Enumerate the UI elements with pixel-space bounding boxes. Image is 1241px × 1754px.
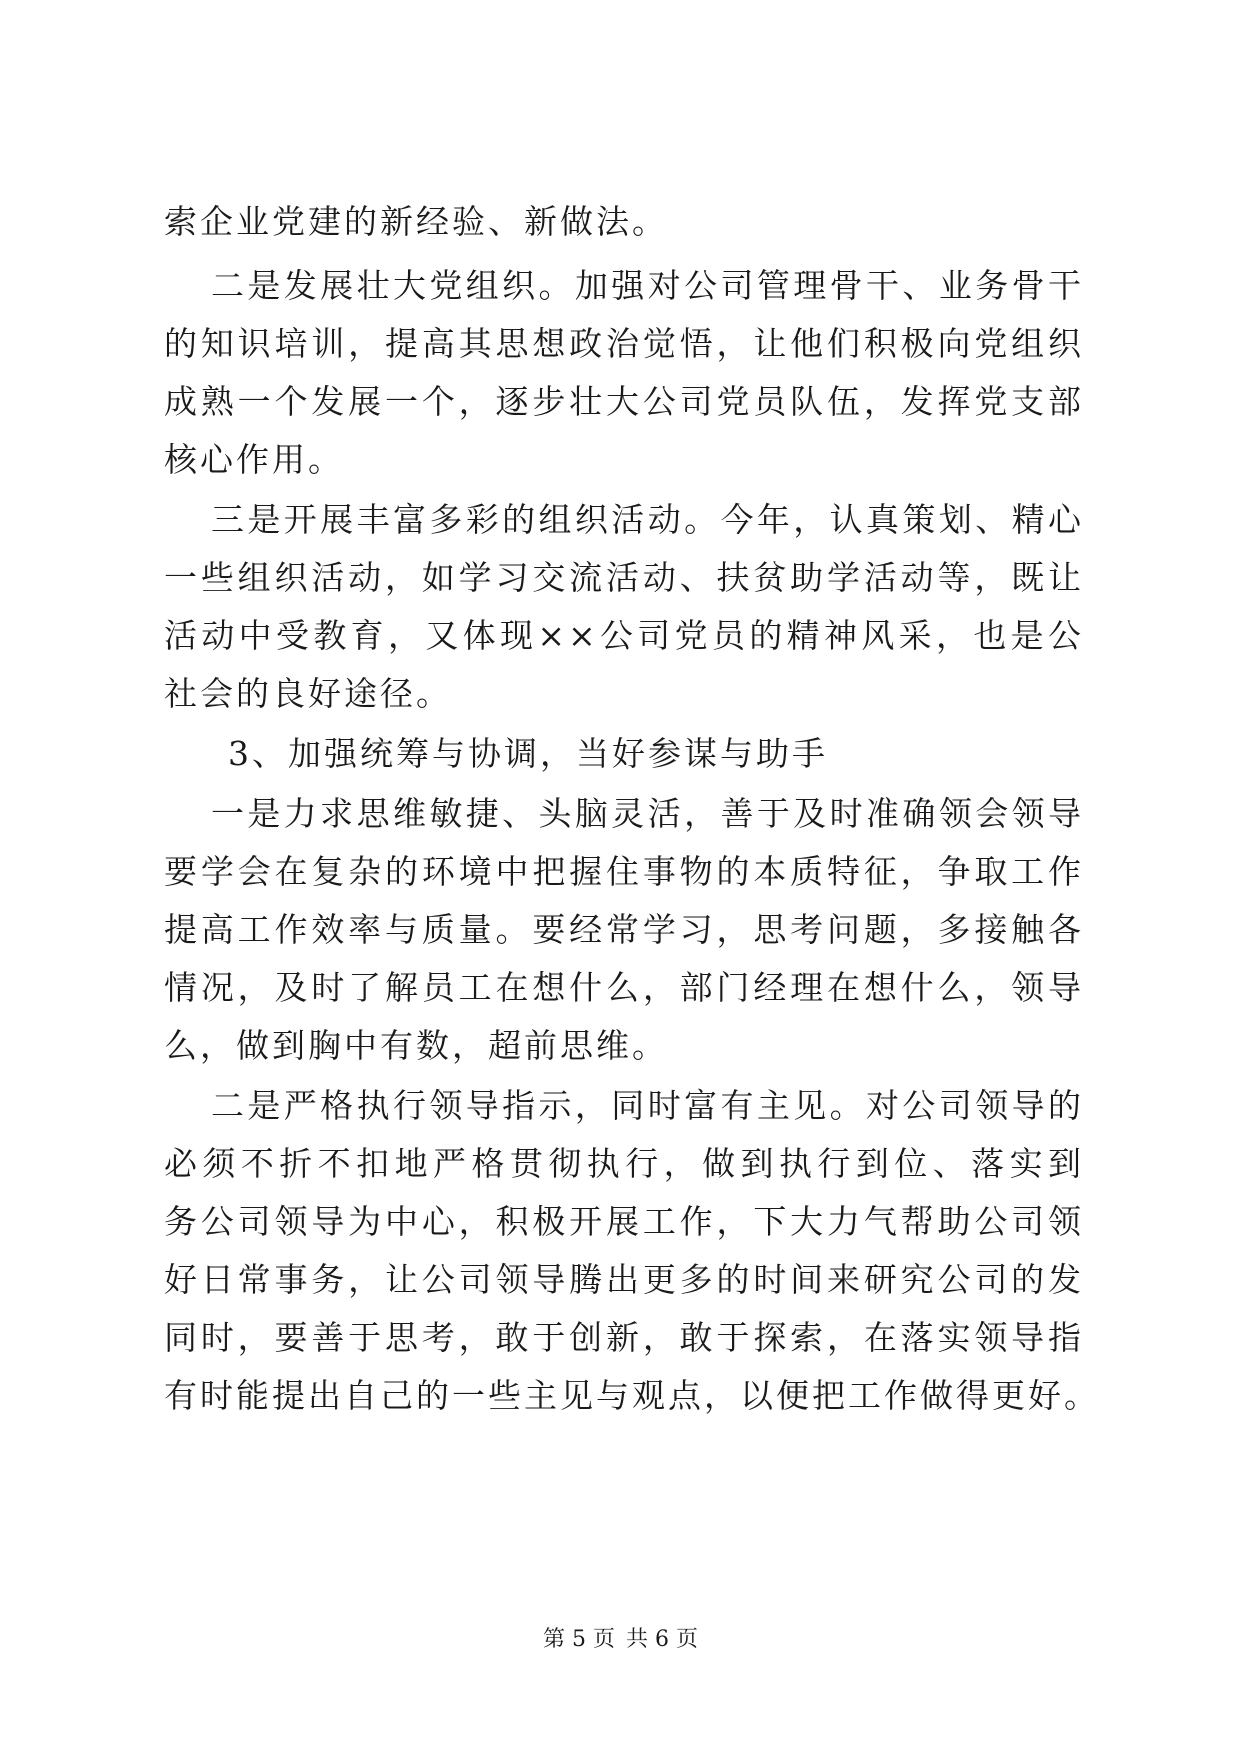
text-line: 索企业党建的新经验、新做法。	[164, 202, 668, 241]
section-heading: 3、加强统筹与协调，当好参谋与助手	[228, 734, 828, 773]
text-line: 同时，要善于思考，敢于创新，敢于探索，在落实领导指	[164, 1318, 1084, 1357]
text-line: 核心作用。	[164, 440, 344, 479]
text-line: 活动中受教育，又体现××公司党员的精神风采，也是公	[164, 616, 1084, 655]
text-line: 好日常事务，让公司领导腾出更多的时间来研究公司的发	[164, 1260, 1084, 1299]
page-total: 共 6 页	[626, 1627, 698, 1652]
text-line: 一些组织活动，如学习交流活动、扶贫助学活动等，既让	[164, 558, 1084, 597]
text-line: 成熟一个发展一个，逐步壮大公司党员队伍，发挥党支部	[164, 382, 1084, 421]
text-line: 必须不折不扣地严格贯彻执行，做到执行到位、落实到	[164, 1144, 1084, 1183]
text-line: 社会的良好途径。	[164, 674, 452, 713]
text-line: 提高工作效率与质量。要经常学习，思考问题，多接触各	[164, 910, 1084, 949]
paragraph-first-line: 一是力求思维敏捷、头脑灵活，善于及时准确领会领导	[211, 794, 1084, 833]
page-number: 第 5 页	[543, 1627, 615, 1652]
text-line: 的知识培训，提高其思想政治觉悟，让他们积极向党组织	[164, 324, 1084, 363]
text-line: 么，做到胸中有数，超前思维。	[164, 1026, 668, 1065]
paragraph-first-line: 三是开展丰富多彩的组织活动。今年，认真策划、精心	[211, 500, 1084, 539]
text-line: 务公司领导为中心，积极开展工作，下大力气帮助公司领	[164, 1202, 1084, 1241]
paragraph-first-line: 二是严格执行领导指示，同时富有主见。对公司领导的	[211, 1086, 1084, 1125]
paragraph-first-line: 二是发展壮大党组织。加强对公司管理骨干、业务骨干	[211, 266, 1084, 305]
text-line: 情况，及时了解员工在想什么，部门经理在想什么，领导	[164, 968, 1084, 1007]
page-footer	[0, 1626, 1241, 1654]
text-line: 要学会在复杂的环境中把握住事物的本质特征，争取工作	[164, 852, 1084, 891]
text-line: 有时能提出自己的一些主见与观点，以便把工作做得更好。	[164, 1376, 1100, 1415]
